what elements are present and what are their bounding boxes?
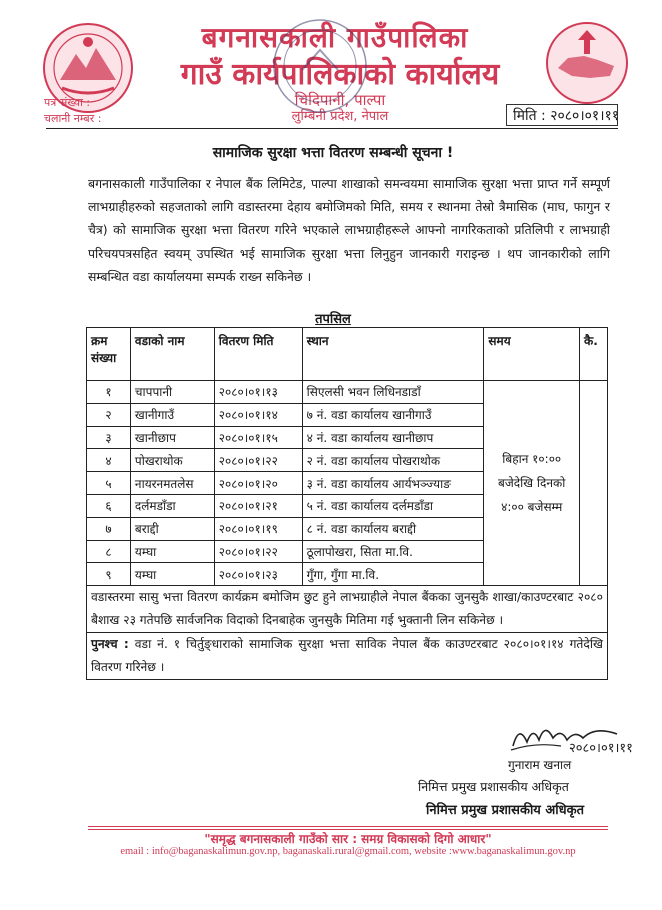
- row-date: २०८०।०१।१९: [214, 517, 302, 540]
- column-header-remarks: कै.: [580, 328, 608, 381]
- footer-contacts: email : info@baganaskalimun.gov.np, baganaskali.rural@gmail.com, website :www.baganaskalimun.gov.np: [120, 846, 576, 857]
- row-date: २०८०।०१।२३: [214, 563, 302, 586]
- footer-divider: [88, 826, 608, 827]
- row-ward: यम्घा: [130, 540, 214, 563]
- postscript: [87, 633, 608, 680]
- table-caption: तपसिल: [315, 312, 351, 327]
- signer-seal-title: निमित्त प्रमुख प्रशासकीय अधिकृत: [426, 803, 585, 818]
- distribution-time: बिहान १०:०० बजेदेखि दिनको ४:०० बजेसम्म: [484, 381, 580, 586]
- distribution-schedule-table: [86, 327, 608, 680]
- organization-name: बगनासकाली गाउँपालिका: [201, 21, 469, 54]
- signer-name: गुनाराम खनाल: [508, 758, 572, 772]
- postscript-label: पुनश्च :: [91, 637, 129, 652]
- office-stamp-icon: [268, 14, 372, 118]
- column-header-time: समय: [484, 328, 580, 381]
- province-name: लुम्बिनी प्रदेश, नेपाल: [291, 109, 389, 124]
- row-place: ४ नं. वडा कार्यालय खानीछाप: [302, 426, 484, 449]
- row-place: २ नं. वडा कार्यालय पोखराथोक: [302, 449, 484, 472]
- row-ward: पोखराथोक: [130, 449, 214, 472]
- row-sn: ८: [87, 540, 131, 563]
- signature-date: २०८०।०१।११: [569, 741, 633, 756]
- row-date: २०८०।०१।१४: [214, 403, 302, 426]
- row-date: २०८०।०१।१३: [214, 381, 302, 404]
- row-place: ७ नं. वडा कार्यालय खानीगाउँ: [302, 403, 484, 426]
- column-header-ward: वडाको नाम: [130, 328, 214, 381]
- reference-number-label: पत्र संख्या :: [44, 96, 91, 109]
- row-place: सिएलसी भवन लिधिनडाडाँ: [302, 381, 484, 404]
- row-sn: ३: [87, 426, 131, 449]
- table-footnote: वडास्तरमा सासु भत्ता वितरण कार्यक्रम बमोजिम छुट हुने लाभग्राहीले नेपाल बैंकका जुनसुकै शाखा/काउण्टरबाट २०८० बैशाख २३ गतेपछि सार्वजनिक विदाको दिनबाहेक जुनसुकै मितिमा गई भुक्तानी लिन सकिनेछ ।: [87, 586, 608, 633]
- postscript-row: [87, 633, 608, 680]
- row-sn: ९: [87, 563, 131, 586]
- row-ward: बराद्दी: [130, 517, 214, 540]
- row-ward: नायरनमतलेस: [130, 472, 214, 495]
- row-sn: १: [87, 381, 131, 404]
- row-date: २०८०।०१।२०: [214, 472, 302, 495]
- row-place: गुँगा, गुँगा मा.वि.: [302, 563, 484, 586]
- row-sn: ४: [87, 449, 131, 472]
- footnote-row: [87, 586, 608, 633]
- row-ward: खानीगाउँ: [130, 403, 214, 426]
- row-ward: खानीछाप: [130, 426, 214, 449]
- table-row: [87, 381, 608, 404]
- row-ward: चापपानी: [130, 381, 214, 404]
- column-header-date: वितरण मिति: [214, 328, 302, 381]
- notice-body: बगनासकाली गाउँपालिका र नेपाल बैंक लिमिटेड, पाल्पा शाखाको समन्वयमा सामाजिक सुरक्षा भत्ता प्राप्त गर्ने सम्पूर्ण लाभग्राहीहरुको सहजताको लागि वडास्तरमा देहाय बमोजिमको मिति, समय र स्थानमा तेस्रो त्रैमासिक (माघ, फागुन र चैत्र) को सामाजिक सुरक्षा भत्ता वितरण गरिने भएकाले लाभग्राहीहरूले आफ्नो नागरिकताको प्रतिलिपी र लाभग्राही परिचयपत्रसहित स्वयम् उपस्थित भई सामाजिक सुरक्षा भत्ता लिनुहुन जानकारी गराइन्छ । थप जानकारीको लागि सम्बन्धित वडा कार्यालयमा सम्पर्क राख्न सकिनेछ ।: [88, 176, 610, 284]
- row-ward: दर्लमडाँडा: [130, 494, 214, 517]
- row-date: २०८०।०१।२१: [214, 494, 302, 517]
- office-address: चिदिपानी, पाल्पा: [294, 91, 386, 109]
- row-place: ठूलापोखरा, सिता मा.वि.: [302, 540, 484, 563]
- remarks-cell: [580, 381, 608, 586]
- row-date: २०८०।०१।२२: [214, 540, 302, 563]
- header-divider: [46, 128, 618, 129]
- column-header-sn: क्रम संख्या: [87, 328, 131, 381]
- office-name: गाउँ कार्यपालिकाको कार्यालय: [180, 57, 500, 92]
- dispatch-number-label: चलानी नम्बर :: [44, 112, 102, 125]
- row-sn: ६: [87, 494, 131, 517]
- row-sn: ७: [87, 517, 131, 540]
- column-header-place: स्थान: [302, 328, 484, 381]
- row-sn: २: [87, 403, 131, 426]
- row-sn: ५: [87, 472, 131, 495]
- footer-slogan: "समृद्ध बगनासकाली गाउँको सार : समग्र विकासको दिगो आधार": [204, 832, 492, 846]
- row-place: ५ नं. वडा कार्यालय दर्लमडाँडा: [302, 494, 484, 517]
- signer-title: निमित्त प्रमुख प्रशासकीय अधिकृत: [418, 779, 569, 794]
- postscript-text: वडा नं. १ चिर्तुङ्धाराको सामाजिक सुरक्षा भत्ता साविक नेपाल बैंक काउण्टरबाट २०८०।०१।१४ गतेदेखि वितरण गरिनेछ ।: [91, 637, 603, 675]
- row-place: ३ नं. वडा कार्यालय आर्यभञ्ज्याङ: [302, 472, 484, 495]
- table-header-row: [87, 328, 608, 381]
- row-date: २०८०।०१।२२: [214, 449, 302, 472]
- row-ward: यम्घा: [130, 563, 214, 586]
- row-date: २०८०।०१।१५: [214, 426, 302, 449]
- row-place: ८ नं. वडा कार्यालय बराद्दी: [302, 517, 484, 540]
- nepal-map-emblem-icon: [544, 20, 630, 106]
- letter-date: मिति : २०८०।०१।११: [506, 104, 618, 126]
- notice-title: सामाजिक सुरक्षा भत्ता वितरण सम्बन्धी सूचना !: [212, 145, 454, 161]
